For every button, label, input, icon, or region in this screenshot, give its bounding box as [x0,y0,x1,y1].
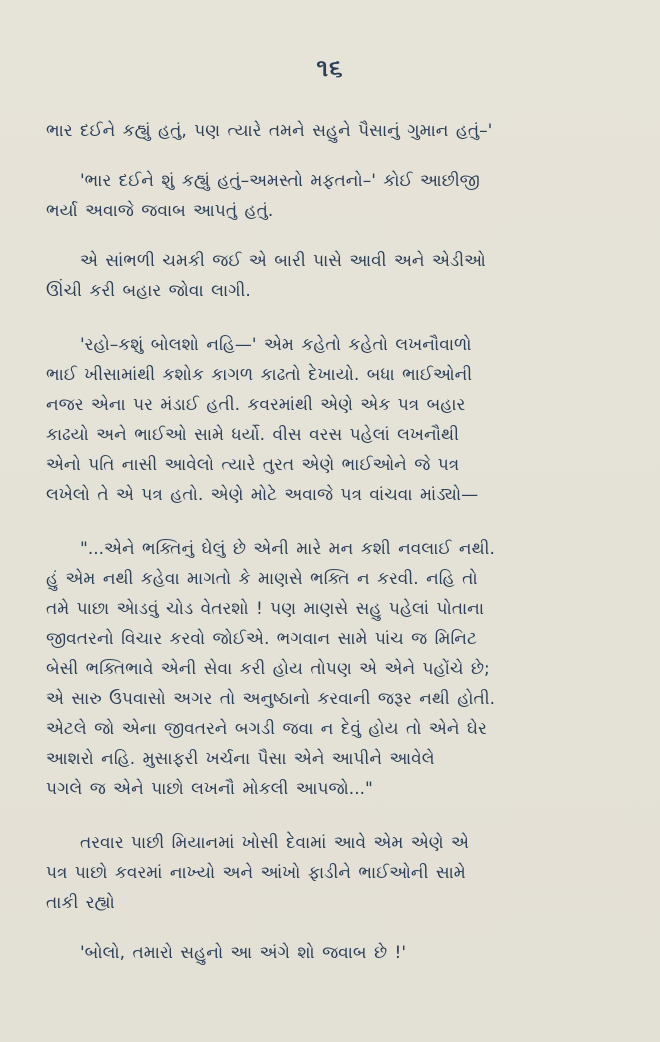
text-line: કાઢયો અને ભાઈઓ સામે ધર્યો. વીસ વરસ પહેલાં લખનૌથી [46,425,459,445]
text-line: લખેલો તે એ પત્ર હતો. એણે મોટે અવાજે પત્ર વાંચવા માંડ્યો— [46,485,479,505]
text-line: નજર એના પર મંડાઈ હતી. કવરમાંથી એણે એક પત્ર બહાર [46,395,466,415]
paragraph-2 [46,166,614,226]
text-line: એ સાંભળી ચમકી જઈ એ બારી પાસે આવી અને એડીઓ [80,251,486,271]
text-line: તરવાર પાછી મિયાનમાં ખોસી દેવામાં આવે એમ એણે એ [80,833,469,853]
paragraph-3 [46,246,614,306]
text-line: એટલે જો એના જીવતરને બગડી જવા ન દેવું હોય તો એને ઘેર [46,719,487,739]
text-line: ઊંચી કરી બહાર જોવા લાગી. [46,281,251,301]
text-line: એ સારુ ઉપવાસો અગર તો અનુષ્ઠાનો કરવાની જરૂર નથી હોતી. [46,689,496,709]
text-line: પગલે જ એને પાછો લખનૌ મોકલી આપજો..." [46,779,373,799]
text-line: તાકી રહ્યો [46,893,115,913]
text-line: પત્ર પાછો કવરમાં નાખ્યો અને આંખો ફાડીને ભાઈઓની સામે [46,863,466,883]
paragraph-5-letter [46,534,614,804]
text-line: 'બોલો, તમારો સહુનો આ અંગે શો જવાબ છે !' [80,943,407,963]
text-line: 'રહો–કશું બોલશો નહિ—' એમ કહેતો કહેતો લખનૌવાળો [80,335,472,355]
page-number: ૧૬ [316,54,344,82]
paragraph-4 [46,330,614,510]
text-line: તમે પાછા એાડવું ચોડ વેતરશો ! પણ માણસે સહુ પહેલાં પોતાના [46,599,485,619]
text-line: 'ભાર દઈને શું કહ્યું હતું–અમસ્તો મફતનો–' કોઈ આછીજી [80,171,480,191]
text-line: ભાર દઈને કહ્યું હતું, પણ ત્યારે તમને સહુને પૈસાનું ગુમાન હતું–' [46,121,493,141]
text-line: બેસી ભક્તિભાવે એની સેવા કરી હોય તોપણ એ એને પહોંચે છે; [46,659,490,679]
paragraph-1 [46,116,614,146]
text-line: ભર્યા અવાજે જવાબ આપતું હતું. [46,201,274,221]
text-line: આશરો નહિ. મુસાફરી ખર્ચના પૈસા એને આપીને આવેલે [46,749,435,769]
text-line: ભાઈ ખીસામાંથી કશોક કાગળ કાઢતો દેખાયો. બધા ભાઈઓની [46,365,473,385]
text-line: "...એને ભક્તિનું ઘેલું છે એની મારે મન કશી નવલાઈ નથી. [80,539,495,559]
text-line: જીવતરનો વિચાર કરવો જોઈએ. ભગવાન સામે પાંચ જ મિનિટ [46,629,477,649]
text-line: એનો પતિ નાસી આવેલો ત્યારે તુરત એણે ભાઈઓને જે પત્ર [46,455,460,475]
paragraph-7 [46,938,614,968]
text-line: હું એમ નથી કહેવા માગતો કે માણસે ભક્તિ ન કરવી. નહિ તો [46,569,478,589]
paragraph-6 [46,828,614,918]
